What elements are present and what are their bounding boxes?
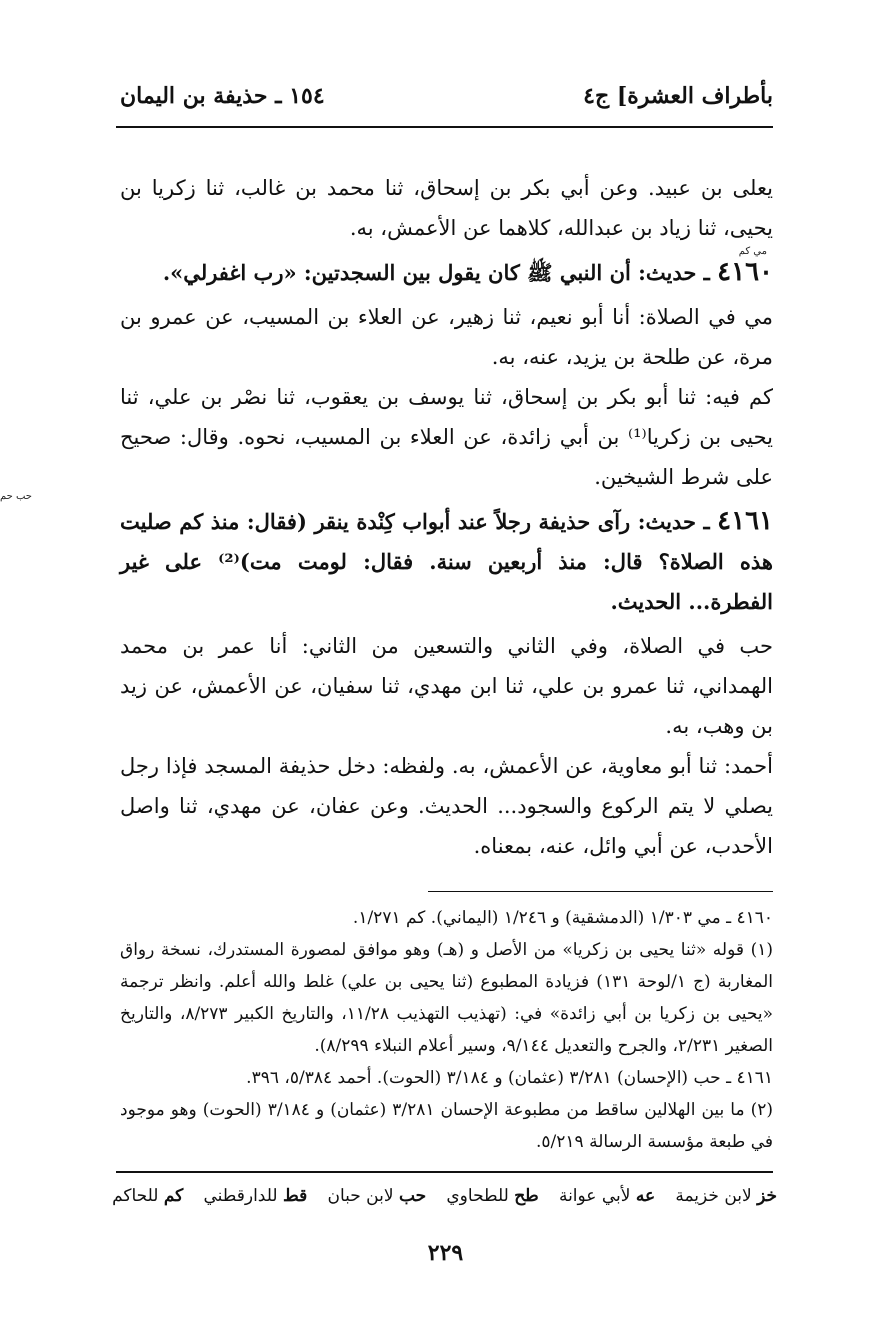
hadith-text: ـ حديث: رآى حذيفة رجلاً عند أبواب كِنْدة ينقر (فقال: منذ كم صليت هذه الصلاة؟ قال: منذ أربعين سنة. فقال: لومت مت)⁽²⁾ على غير الفطرة... الحديث. [120,509,773,614]
main-text: يعلى بن عبيد. وعن أبي بكر بن إسحاق، ثنا محمد بن غالب، ثنا زكريا بن يحيى، ثنا زياد بن عبدالله، كلاهما عن الأعمش، به. ٤١٦٠ ـ حديث: أن النبي ﷺ كان يقول بين السجدتين: «رب اغفرلي». مي كم مي في الصلاة: أنا أبو نعيم، ثنا زهير، عن العلاء بن المسيب، عن عمرو بن مرة، عن طلحة بن يزيد، عنه، به. كم فيه: ثنا أبو بكر بن إسحاق، ثنا يوسف بن يعقوب، ثنا نصْر بن علي، ثنا يحيى بن زكريا⁽¹⁾ بن أبي زائدة، عن العلاء بن المسيب، نحوه. وقال: صحيح على شرط الشيخين. ٤١٦١ ـ حديث: رآى حذيفة رجلاً عند أبواب كِنْدة ينقر (فقال: منذ كم صليت هذه الصلاة؟ قال: منذ أربعين سنة. فقال: لومت مت)⁽²⁾ على غير الفطرة... الحديث. حب حم حب في الصلاة، وفي الثاني والتسعين من الثاني: أنا عمر بن محمد الهمداني، ثنا عمرو بن علي، ثنا ابن مهدي، ثنا سفيان، عن الأعمش، عن زيد بن وهب، به. أحمد: ثنا أبو معاوية، عن الأعمش، به. ولفظه: دخل حذيفة المسجد فإذا رجل يصلي لا يتم الركوع والسجود... الحديث. وعن عفان، عن مهدي، ثنا واصل الأحدب، عن أبي وائل، عنه، بمعناه. [120,168,773,866]
hadith-text: ـ حديث: أن النبي ﷺ كان يقول بين السجدتين: «رب اغفرلي». [162,260,710,285]
footnote: (١) قوله «ثنا يحيى بن زكريا» من الأصل و (هـ) وهو موافق لمصورة المستدرك، نسخة رواق المغاربة (ج ١/لوحة ١٣١) فزيادة المطبوع (ثنا يحيى بن علي) غلط والله أعلم. وانظر ترجمة «يحيى بن زكريا بن أبي زائدة» في: (تهذيب التهذيب ١١/٢٨، والتاريخ الكبير ٨/٢٧٣، والتاريخ الصغير ٢/٢٣١، والجرح والتعديل ٩/١٤٤، وسير أعلام النبلاء ٨/٢٩٩). [120,940,774,1056]
paragraph: مي في الصلاة: أنا أبو نعيم، ثنا زهير، عن العلاء بن المسيب، عن عمرو بن مرة، عن طلحة بن يزيد، عنه، به. [120,305,773,369]
hadith-entry [120,501,773,622]
hadith-entry [120,252,773,293]
abbreviation: خز لابن خزيمة [675,1186,777,1206]
footnote: (٢) ما بين الهلالين ساقط من مطبوعة الإحسان ٣/٢٨١ (عثمان) و ٣/١٨٤ (الحوت) وهو موجود في طبعة مؤسسة الرسالة ٥/٢١٩. [120,1100,773,1152]
header-rule [116,126,773,128]
abbreviation: قط للدارقطني [203,1186,308,1206]
hadith-number: ٤١٦١ [717,506,773,536]
hadith-number: ٤١٦٠ [717,257,773,287]
paragraph: أحمد: ثنا أبو معاوية، عن الأعمش، به. ولفظه: دخل حذيفة المسجد فإذا رجل يصلي لا يتم الركوع والسجود... الحديث. وعن عفان، عن مهدي، ثنا واصل الأحدب، عن أبي وائل، عنه، بمعناه. [120,754,773,858]
abbreviation: عه لأبي عوانة [558,1186,656,1206]
abbreviation: حب لابن حبان [327,1186,427,1206]
page-number: ٢٢٩ [427,1240,464,1266]
footnote: ٤١٦٠ ـ مي ١/٣٠٣ (الدمشقية) و ١/٢٤٦ (اليماني). كم ١/٢٧١. [352,908,773,928]
paragraph: يعلى بن عبيد. وعن أبي بكر بن إسحاق، ثنا محمد بن غالب، ثنا زكريا بن يحيى، ثنا زياد بن عبدالله، كلاهما عن الأعمش، به. [120,176,773,240]
footnote-rule [428,891,773,892]
footnote: ٤١٦١ ـ حب (الإحسان) ٣/٢٨١ (عثمان) و ٣/١٨٤ (الحوت). أحمد ٥/٣٨٤، ٣٩٦. [246,1068,773,1088]
header-book-title: بأطراف العشرة] ج٤ [583,83,773,109]
paragraph: كم فيه: ثنا أبو بكر بن إسحاق، ثنا يوسف بن يعقوب، ثنا نصْر بن علي، ثنا يحيى بن زكريا⁽¹⁾ بن أبي زائدة، عن العلاء بن المسيب، نحوه. وقال: صحيح على شرط الشيخين. [120,385,773,489]
abbreviations-rule [116,1171,773,1173]
header-section-title: ١٥٤ ـ حذيفة بن اليمان [120,83,325,109]
footnotes [120,902,773,1158]
abbreviation: طح للطحاوي [446,1186,539,1206]
source-sigla: مي كم [738,246,767,257]
paragraph: حب في الصلاة، وفي الثاني والتسعين من الثاني: أنا عمر بن محمد الهمداني، ثنا عمرو بن علي، ثنا ابن مهدي، ثنا سفيان، عن الأعمش، عن زيد بن وهب، به. [120,634,774,738]
abbreviations-key [112,1186,777,1206]
running-header [120,78,773,114]
abbreviation: كم للحاكم [112,1186,184,1206]
